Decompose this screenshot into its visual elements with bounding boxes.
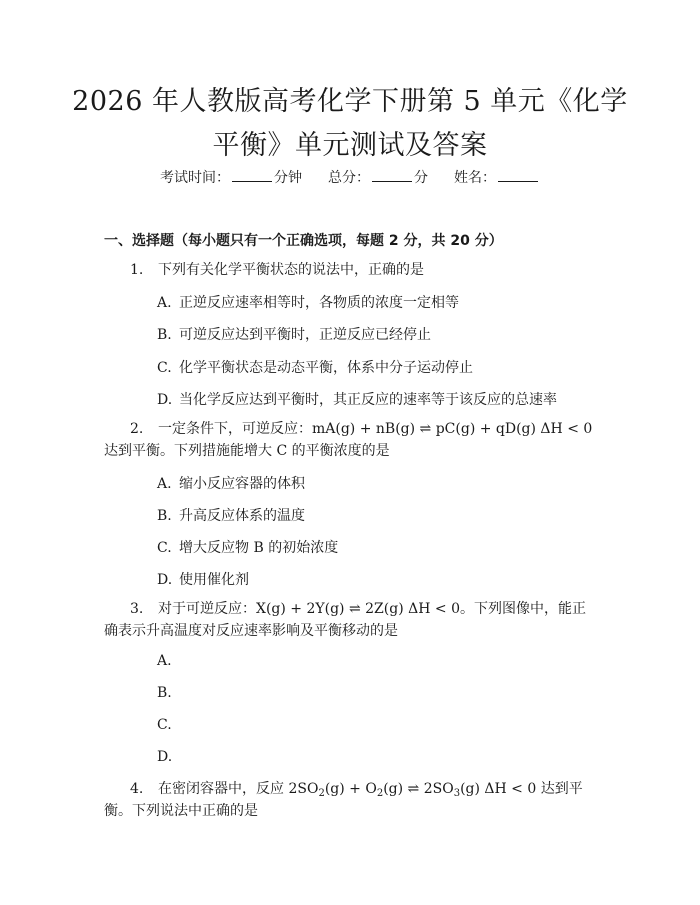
q2-option-b[interactable]: B. 升高反应体系的温度 [157,508,305,524]
exam-meta [0,167,700,187]
question-number: 1. [130,262,144,278]
title-line-2: 平衡》单元测试及答案 [212,130,488,161]
question-4: 4. 在密闭容器中，反应 $2SO_2(g) + O_2(g)$ ⇌ $2SO_3(g) \Delta H < 0$ 达到平衡。下列说法中正确的是 [104,778,596,822]
section-heading: 一、选择题（每小题只有一个正确选项，每题 2 分，共 20 分） [104,233,503,249]
q2-option-c[interactable]: C. 增大反应物 B 的初始浓度 [157,540,339,556]
score-blank[interactable] [372,168,412,182]
name-blank[interactable] [498,168,538,182]
q3-option-d[interactable]: D. [157,749,173,765]
q2-option-a[interactable]: A. 缩小反应容器的体积 [157,476,305,492]
time-blank[interactable] [232,168,272,182]
question-text: 对于可逆反应：X(g) + 2Y(g) ⇌ 2Z(g) ΔH < 0。下列图像中，能正确表示升高温度对反应速率影响及平衡移动的是 [104,601,586,639]
question-number: 3. [130,601,144,617]
q3-option-b[interactable]: B. [157,685,172,701]
q1-option-d[interactable]: D. 当化学反应达到平衡时，其正反应的速率等于该反应的总速率 [157,392,557,408]
question-3 [104,598,596,642]
q1-option-b[interactable]: B. 可逆反应达到平衡时，正逆反应已经停止 [157,327,431,343]
question-2 [104,418,596,462]
question-number: 2. [130,421,144,437]
q2-option-d[interactable]: D. 使用催化剂 [157,572,249,588]
q1-option-a[interactable]: A. 正逆反应速率相等时，各物质的浓度一定相等 [157,295,459,311]
q3-option-a[interactable]: A. [157,653,172,669]
question-1 [104,259,596,281]
title-line-1: 2026 年人教版高考化学下册第 5 单元《化学 [72,86,628,117]
score-unit: 分 [414,170,428,186]
name-label: 姓名： [454,170,496,186]
q1-option-c[interactable]: C. 化学平衡状态是动态平衡，体系中分子运动停止 [157,360,473,376]
question-number: 4. [130,781,144,797]
time-label: 考试时间： [160,170,230,186]
time-unit: 分钟 [274,170,302,186]
exam-title [60,80,640,168]
score-label: 总分： [328,170,370,186]
q3-option-c[interactable]: C. [157,717,172,733]
question-text: 下列有关化学平衡状态的说法中，正确的是 [158,262,424,278]
question-text: 一定条件下，可逆反应：mA(g) + nB(g) ⇌ pC(g) + qD(g) ΔH < 0 达到平衡。下列措施能增大 C 的平衡浓度的是 [104,421,593,459]
